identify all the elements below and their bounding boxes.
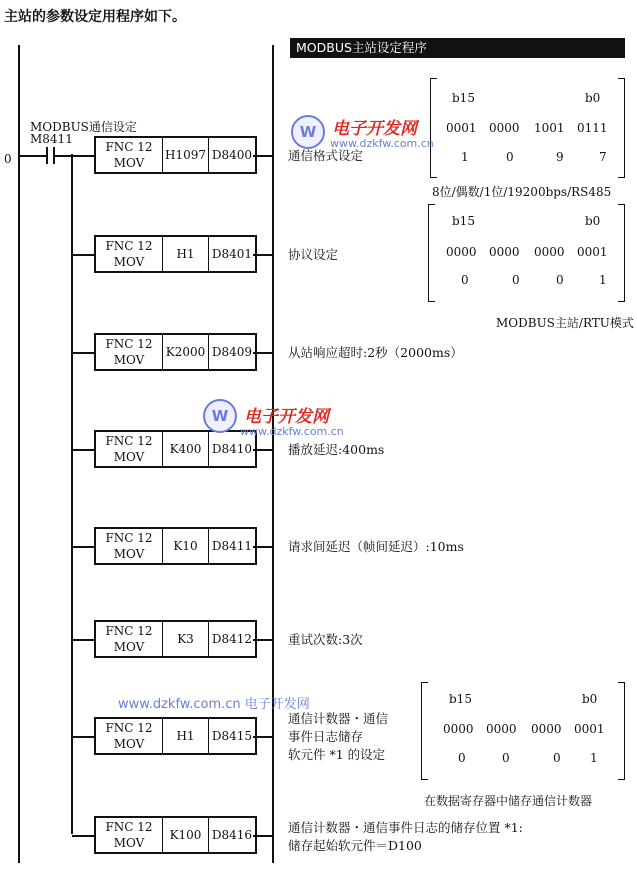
bit-low-label: b0 xyxy=(582,692,598,706)
fnc-label: FNC 12 xyxy=(105,239,153,253)
hex-digit: 1 xyxy=(590,751,598,765)
hex-digit: 0 xyxy=(556,273,564,287)
mov-instruction-box[interactable] xyxy=(94,717,257,755)
watermark-url: www.dzkfw.com.cn xyxy=(240,425,344,438)
destination-operand: D8400 xyxy=(211,148,253,162)
bin-nibble: 0000 xyxy=(489,245,520,259)
bit-low-label: b0 xyxy=(585,91,601,105)
mov-instruction-box[interactable] xyxy=(94,136,257,174)
fnc-cell xyxy=(96,237,163,271)
hex-digit: 1 xyxy=(461,150,469,164)
bin-nibble: 0000 xyxy=(443,722,474,736)
hex-digit: 0 xyxy=(506,150,514,164)
mov-instruction-box[interactable] xyxy=(94,620,257,658)
mov-label: MOV xyxy=(113,737,145,751)
fnc-cell xyxy=(96,622,163,656)
watermark-brand: 电子开发网 xyxy=(332,119,417,139)
rung-wire-left xyxy=(72,352,94,354)
rung-wire-left xyxy=(72,639,94,641)
contact-device: M8411 xyxy=(30,132,73,146)
rung-comment-line: 通信计数器・通信事件日志的储存位置 *1: xyxy=(288,820,523,835)
destination-operand: D8401 xyxy=(211,247,253,261)
bin-nibble: 0000 xyxy=(486,722,517,736)
rung-comment: 通信格式设定 xyxy=(288,148,364,163)
destination-operand: D8412 xyxy=(211,632,253,646)
mov-label: MOV xyxy=(113,255,145,269)
bit-low-label: b0 xyxy=(585,214,601,228)
bin-nibble: 0001 xyxy=(577,245,608,259)
rung-comment: 播放延迟:400ms xyxy=(288,442,385,457)
bin-nibble: 0001 xyxy=(574,722,605,736)
contact-comment: MODBUS通信设定 xyxy=(30,120,137,134)
bin-nibble: 1001 xyxy=(534,121,565,135)
fnc-cell xyxy=(96,432,163,466)
branch-vertical-line xyxy=(71,154,73,834)
bin-nibble: 0000 xyxy=(534,245,565,259)
rung-wire-left xyxy=(72,155,94,157)
watermark-text-line: www.dzkfw.com.cn 电子开发网 xyxy=(118,697,310,712)
source-operand: H1 xyxy=(163,237,209,271)
rung-wire-right xyxy=(253,155,272,157)
watermark-brand: 电子开发网 xyxy=(244,407,329,427)
hex-digit: 0 xyxy=(458,751,466,765)
rung-comment-line: 通信计数器・通信 xyxy=(288,711,389,726)
rung-comment-line: 储存起始软元件＝D100 xyxy=(288,838,422,853)
fnc-cell xyxy=(96,138,163,172)
source-operand: K2000 xyxy=(163,335,209,369)
watermark-logo-icon xyxy=(202,398,238,434)
hex-digit: 0 xyxy=(461,273,469,287)
fnc-label: FNC 12 xyxy=(105,337,153,351)
fnc-label: FNC 12 xyxy=(105,531,153,545)
fnc-cell xyxy=(96,719,163,753)
rung-wire-left xyxy=(72,736,94,738)
bitbox-caption: MODBUS主站/RTU模式 xyxy=(496,316,634,330)
rung-wire-right xyxy=(253,835,272,837)
fnc-cell xyxy=(96,818,163,852)
source-operand: K100 xyxy=(163,818,209,852)
contact-bar-left[interactable] xyxy=(46,147,48,164)
rung-wire-right xyxy=(253,352,272,354)
left-power-rail xyxy=(18,45,20,863)
rung-wire-right xyxy=(253,254,272,256)
mov-label: MOV xyxy=(113,640,145,654)
destination-operand: D8410 xyxy=(211,442,253,456)
watermark-url: www.dzkfw.com.cn xyxy=(330,137,434,150)
rung-comment: 协议设定 xyxy=(288,247,339,262)
rung-wire-left xyxy=(72,546,94,548)
mov-instruction-box[interactable] xyxy=(94,527,257,565)
contact-wire-right xyxy=(55,155,72,157)
mov-instruction-box[interactable] xyxy=(94,333,257,371)
rung-wire-left xyxy=(72,254,94,256)
bit-high-label: b15 xyxy=(452,214,475,228)
svg-text:W: W xyxy=(299,123,317,141)
step-number: 0 xyxy=(4,152,12,166)
hex-digit: 9 xyxy=(556,150,564,164)
rung-wire-right xyxy=(253,736,272,738)
rung-wire-right xyxy=(253,546,272,548)
hex-digit: 7 xyxy=(599,150,607,164)
bin-nibble: 0001 xyxy=(446,121,477,135)
hex-digit: 1 xyxy=(599,273,607,287)
bit-high-label: b15 xyxy=(449,692,472,706)
hex-digit: 0 xyxy=(553,751,561,765)
program-header: MODBUS主站设定程序 xyxy=(290,38,625,58)
watermark-logo-icon xyxy=(290,114,326,150)
fnc-label: FNC 12 xyxy=(105,434,153,448)
fnc-cell xyxy=(96,529,163,563)
rung-comment: 请求间延迟（帧间延迟）:10ms xyxy=(288,539,464,554)
contact-wire-left xyxy=(20,155,46,157)
source-operand: K400 xyxy=(163,432,209,466)
bin-nibble: 0000 xyxy=(531,722,562,736)
source-operand: H1 xyxy=(163,719,209,753)
mov-label: MOV xyxy=(113,450,145,464)
rung-comment-line: 事件日志储存 xyxy=(288,729,364,744)
mov-label: MOV xyxy=(113,547,145,561)
hex-digit: 0 xyxy=(502,751,510,765)
mov-label: MOV xyxy=(113,836,145,850)
right-power-rail xyxy=(272,45,274,863)
source-operand: K10 xyxy=(163,529,209,563)
bin-nibble: 0000 xyxy=(489,121,520,135)
mov-instruction-box[interactable] xyxy=(94,816,257,854)
svg-text:W: W xyxy=(211,407,229,425)
destination-operand: D8415 xyxy=(211,729,253,743)
rung-comment-line: 软元件 *1 的设定 xyxy=(288,747,386,762)
bin-nibble: 0111 xyxy=(577,121,608,135)
mov-instruction-box[interactable] xyxy=(94,235,257,273)
destination-operand: D8409 xyxy=(211,345,253,359)
source-operand: H1097 xyxy=(163,138,209,172)
mov-label: MOV xyxy=(113,353,145,367)
fnc-label: FNC 12 xyxy=(105,140,153,154)
rung-wire-right xyxy=(253,639,272,641)
rung-wire-left xyxy=(72,449,94,451)
hex-digit: 0 xyxy=(512,273,520,287)
fnc-label: FNC 12 xyxy=(105,721,153,735)
bitbox-caption: 在数据寄存器中储存通信计数器 xyxy=(424,794,593,808)
destination-operand: D8416 xyxy=(211,828,253,842)
bit-high-label: b15 xyxy=(452,91,475,105)
rung-comment: 重试次数:3次 xyxy=(288,632,363,647)
intro-text: 主站的参数设定用程序如下。 xyxy=(4,9,186,25)
fnc-label: FNC 12 xyxy=(105,624,153,638)
mov-label: MOV xyxy=(113,156,145,170)
bitbox-caption: 8位/偶数/1位/19200bps/RS485 xyxy=(432,185,612,199)
mov-instruction-box[interactable] xyxy=(94,430,257,468)
rung-wire-right xyxy=(253,449,272,451)
fnc-label: FNC 12 xyxy=(105,820,153,834)
destination-operand: D8411 xyxy=(211,539,253,553)
rung-wire-left xyxy=(72,835,94,837)
fnc-cell xyxy=(96,335,163,369)
rung-comment: 从站响应超时:2秒（2000ms） xyxy=(288,345,463,360)
source-operand: K3 xyxy=(163,622,209,656)
bin-nibble: 0000 xyxy=(446,245,477,259)
